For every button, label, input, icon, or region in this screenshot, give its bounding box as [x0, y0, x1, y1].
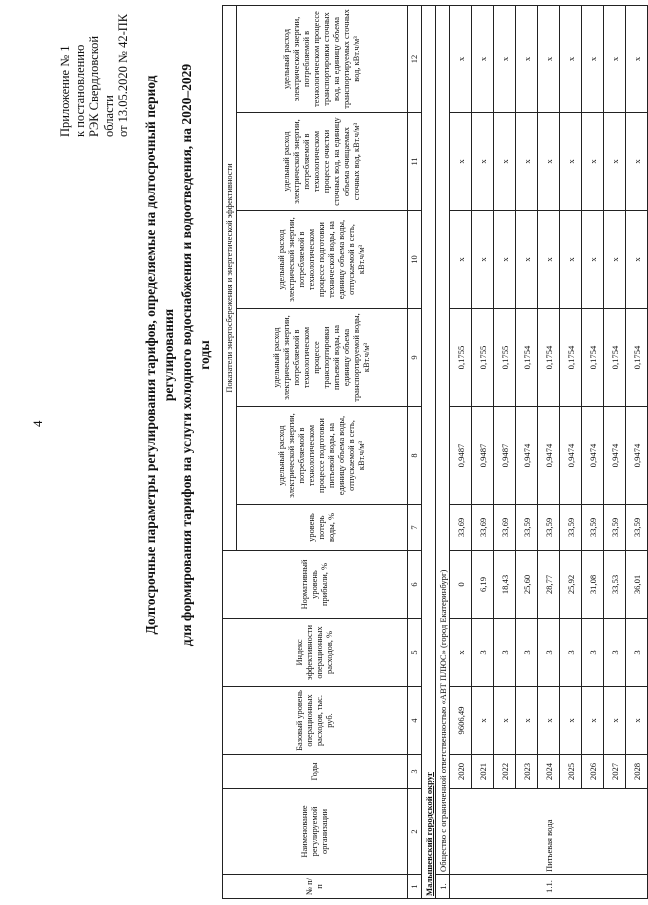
- cell-idx: 3: [472, 619, 494, 687]
- cell-base: х: [516, 687, 538, 755]
- column-number: 2: [408, 789, 422, 875]
- cell-c9: 0,1754: [626, 309, 648, 407]
- appendix-line: РЭК Свердловской области: [87, 35, 116, 137]
- cell-c11: х: [472, 113, 494, 211]
- cell-c11: х: [582, 113, 604, 211]
- column-number: 11: [408, 113, 422, 211]
- cell-loss: 33,69: [494, 505, 516, 551]
- cell-loss: 33,59: [626, 505, 648, 551]
- cell-c9: 0,1755: [494, 309, 516, 407]
- cell-loss: 33,59: [560, 505, 582, 551]
- column-number: 1: [408, 875, 422, 899]
- column-number: 4: [408, 687, 422, 755]
- cell-c8: 0,9474: [582, 407, 604, 505]
- cell-year: 2022: [494, 755, 516, 789]
- column-number: 7: [408, 505, 422, 551]
- table-row: [494, 5, 516, 898]
- document-title: [142, 55, 214, 655]
- cell-c11: х: [494, 113, 516, 211]
- cell-idx: 3: [582, 619, 604, 687]
- cell-c10: х: [494, 211, 516, 309]
- cell-year: 2027: [604, 755, 626, 789]
- header-energy-group: Показатели энергосбережения и энергетической эффективности: [223, 5, 237, 550]
- appendix-line: к постановлению: [72, 44, 87, 137]
- header-name: Наименование регулируемой организации: [223, 789, 408, 875]
- appendix-line: от 13.05.2020 № 42-ПК: [116, 13, 130, 137]
- table-row: [626, 5, 648, 898]
- cell-c8: 0,9474: [516, 407, 538, 505]
- cell-c12: х: [472, 5, 494, 112]
- cell-idx: 3: [494, 619, 516, 687]
- cell-c11: х: [450, 113, 472, 211]
- cell-loss: 33,69: [472, 505, 494, 551]
- cell-profit: 6,19: [472, 551, 494, 619]
- cell-c12: х: [516, 5, 538, 112]
- cell-profit: 28,77: [538, 551, 560, 619]
- cell-c11: х: [560, 113, 582, 211]
- cell-year: 2024: [538, 755, 560, 789]
- cell-c12: х: [450, 5, 472, 112]
- header-row-1: [223, 5, 237, 898]
- cell-c9: 0,1754: [516, 309, 538, 407]
- cell-c12: х: [582, 5, 604, 112]
- cell-c10: х: [538, 211, 560, 309]
- column-number: 8: [408, 407, 422, 505]
- cell-c10: х: [516, 211, 538, 309]
- cell-c9: 0,1755: [450, 309, 472, 407]
- cell-loss: 33,59: [604, 505, 626, 551]
- cell-c11: х: [516, 113, 538, 211]
- cell-base: х: [604, 687, 626, 755]
- cell-base: х: [494, 687, 516, 755]
- cell-c8: 0,9474: [626, 407, 648, 505]
- column-number: 9: [408, 309, 422, 407]
- service-name: Питьевая вода: [450, 789, 648, 875]
- data-rows: [450, 5, 648, 898]
- org-number: 1.: [436, 875, 450, 899]
- cell-idx: 3: [560, 619, 582, 687]
- table-row: [582, 5, 604, 898]
- appendix-line: Приложение № 1: [58, 45, 72, 137]
- cell-c12: х: [560, 5, 582, 112]
- cell-profit: 0: [450, 551, 472, 619]
- organization-row: [436, 5, 450, 898]
- header-loss: уровень потерь воды, %: [237, 505, 408, 551]
- title-line-1: Долгосрочные параметры регулирования тарифов, определяемые на долгосрочный период регулирования: [143, 75, 176, 635]
- cell-loss: 33,69: [450, 505, 472, 551]
- cell-c9: 0,1754: [538, 309, 560, 407]
- column-number: 6: [408, 551, 422, 619]
- cell-c9: 0,1754: [604, 309, 626, 407]
- cell-c8: 0,9487: [472, 407, 494, 505]
- cell-year: 2028: [626, 755, 648, 789]
- cell-c12: х: [538, 5, 560, 112]
- cell-year: 2026: [582, 755, 604, 789]
- cell-profit: 18,43: [494, 551, 516, 619]
- table-row: [560, 5, 582, 898]
- org-name: Общество с ограниченной ответственностью «АВТ ПЛЮС» (город Екатеринбург): [436, 5, 450, 874]
- cell-c10: х: [626, 211, 648, 309]
- cell-base: х: [538, 687, 560, 755]
- cell-c12: х: [604, 5, 626, 112]
- header-c10: удельный расход электрической энергии, потребляемой в технологическом процессе подготовки технической воды, на единицу объема воды, отпускаемой в сеть, кВт.ч/м³: [237, 211, 408, 309]
- table-row: [604, 5, 626, 898]
- column-number: 12: [408, 5, 422, 112]
- cell-idx: 3: [604, 619, 626, 687]
- cell-idx: 3: [626, 619, 648, 687]
- cell-idx: х: [450, 619, 472, 687]
- cell-year: 2023: [516, 755, 538, 789]
- cell-year: 2025: [560, 755, 582, 789]
- cell-profit: 33,53: [604, 551, 626, 619]
- header-c9: удельный расход электрической энергии, потребляемой в технологическом процессе транспортировки питьевой воды, на единицу объема транспортируемой воды, кВт.ч/м³: [237, 309, 408, 407]
- cell-c12: х: [494, 5, 516, 112]
- page-number: 4: [30, 420, 45, 427]
- table-row: [516, 5, 538, 898]
- column-number-row: [408, 5, 422, 898]
- cell-c8: 0,9474: [538, 407, 560, 505]
- cell-profit: 36,01: [626, 551, 648, 619]
- cell-c8: 0,9474: [604, 407, 626, 505]
- header-c8: удельный расход электрической энергии, потребляемой в технологическом процессе подготовки питьевой воды, на единицу объема воды, отпускаемой в сеть, кВт.ч/м³: [237, 407, 408, 505]
- header-index: Индекс эффективности операционных расходов, %: [223, 619, 408, 687]
- cell-loss: 33,59: [538, 505, 560, 551]
- cell-base: х: [472, 687, 494, 755]
- table-row: [538, 5, 560, 898]
- title-line-2: для формирования тарифов на услуги холодного водоснабжения и водоотведения, на 2020–2029 годы: [179, 63, 212, 647]
- cell-c9: 0,1754: [560, 309, 582, 407]
- cell-c12: х: [626, 5, 648, 112]
- cell-c11: х: [538, 113, 560, 211]
- cell-base: х: [560, 687, 582, 755]
- header-c12: удельный расход электрической энергии, потребляемой в технологическом процессе транспортировки сточных вод, на единицу объема транспортируемых сточных вод, кВт.ч/м³: [237, 5, 408, 112]
- cell-idx: 3: [538, 619, 560, 687]
- column-number: 3: [408, 755, 422, 789]
- cell-c11: х: [626, 113, 648, 211]
- header-c11: удельный расход электрической энергии, потребляемой в технологическом процессе очистки сточных вод, на единицу объема очищаемых сточных вод, кВт.ч/м³: [237, 113, 408, 211]
- cell-c11: х: [604, 113, 626, 211]
- cell-c10: х: [472, 211, 494, 309]
- column-number: 10: [408, 211, 422, 309]
- cell-c8: 0,9487: [494, 407, 516, 505]
- section-title: Малышевский городской округ: [422, 5, 436, 898]
- cell-base: х: [626, 687, 648, 755]
- header-years: Годы: [223, 755, 408, 789]
- sub-number: 1.1.: [450, 875, 648, 899]
- cell-loss: 33,59: [582, 505, 604, 551]
- cell-base: х: [582, 687, 604, 755]
- cell-base: 9606,49: [450, 687, 472, 755]
- column-number: 5: [408, 619, 422, 687]
- appendix-block: [58, 0, 131, 137]
- header-base: Базовый уровень операционных расходов, тыс. руб.: [223, 687, 408, 755]
- cell-profit: 25,92: [560, 551, 582, 619]
- cell-c8: 0,9487: [450, 407, 472, 505]
- cell-loss: 33,59: [516, 505, 538, 551]
- cell-profit: 31,08: [582, 551, 604, 619]
- cell-c10: х: [582, 211, 604, 309]
- cell-c8: 0,9474: [560, 407, 582, 505]
- cell-year: 2021: [472, 755, 494, 789]
- cell-profit: 25,60: [516, 551, 538, 619]
- cell-c9: 0,1754: [582, 309, 604, 407]
- cell-c10: х: [560, 211, 582, 309]
- section-row: [422, 5, 436, 898]
- cell-c10: х: [450, 211, 472, 309]
- header-num: № п/п: [223, 875, 408, 899]
- header-profit: Нормативный уровень прибыли, %: [223, 551, 408, 619]
- parameters-table: [222, 5, 648, 899]
- cell-c10: х: [604, 211, 626, 309]
- table-row: [472, 5, 494, 898]
- table-row: [450, 5, 472, 898]
- cell-year: 2020: [450, 755, 472, 789]
- cell-idx: 3: [516, 619, 538, 687]
- cell-c9: 0,1755: [472, 309, 494, 407]
